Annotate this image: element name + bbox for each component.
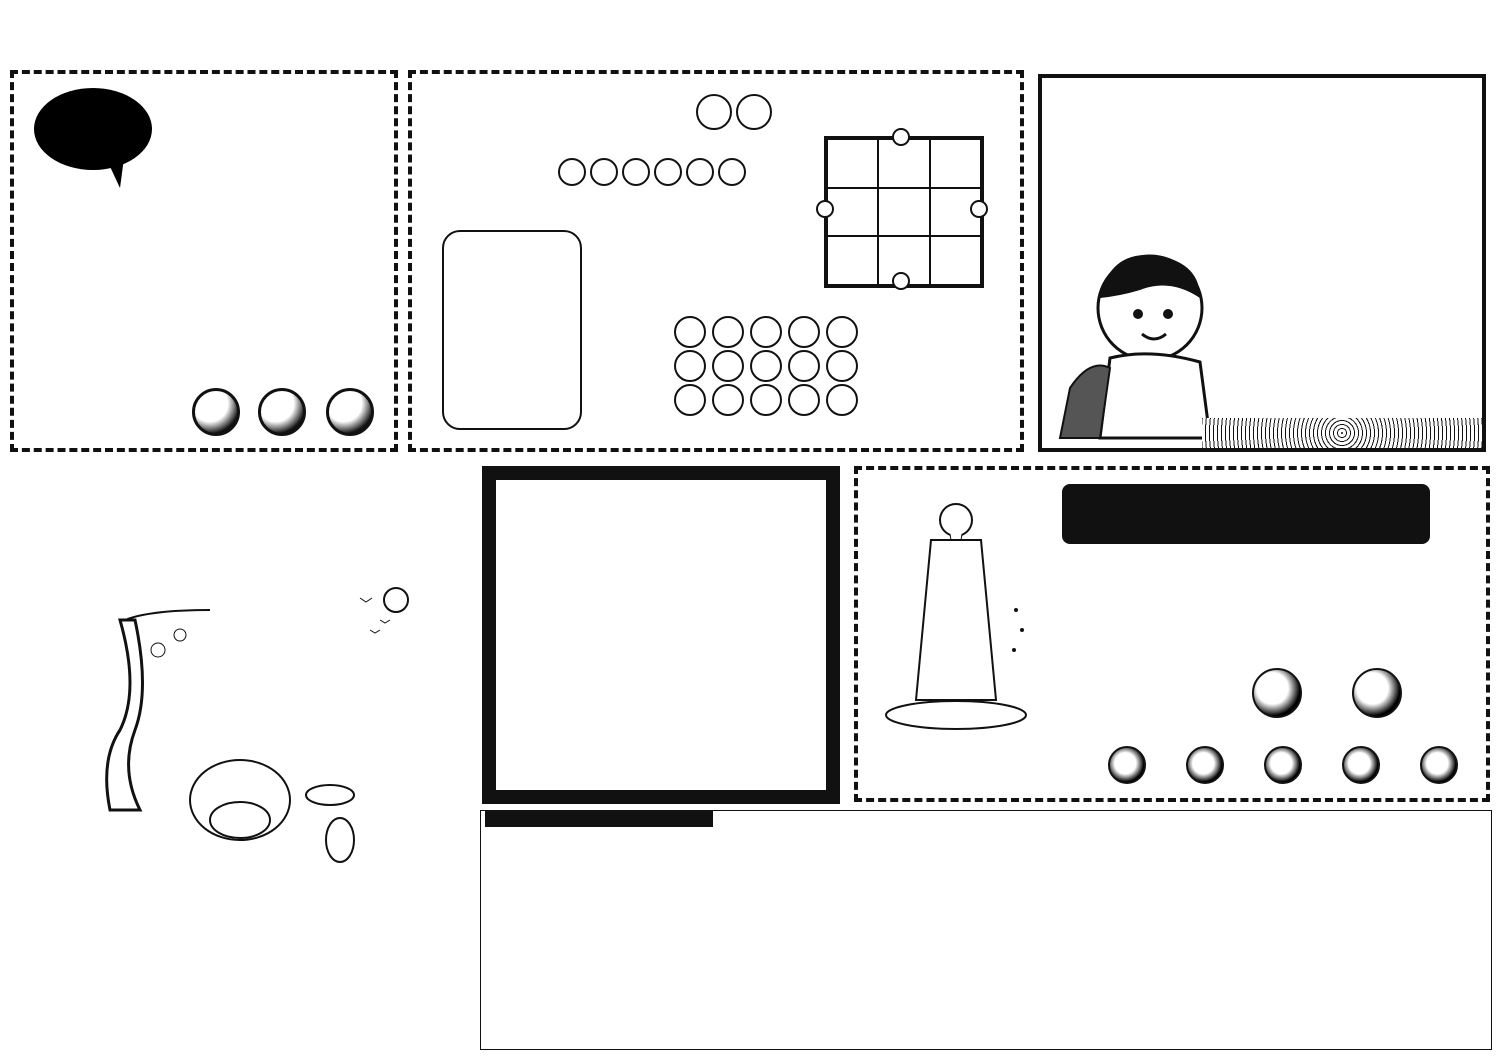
dir-north-badge (892, 128, 910, 146)
number-3 (750, 316, 782, 348)
palace-cell-9 (930, 236, 981, 285)
number-1 (674, 316, 706, 348)
number-11 (674, 384, 706, 416)
sage-illustration (876, 490, 1046, 740)
zodiac-3 (622, 158, 650, 186)
number-15 (826, 384, 858, 416)
number-2 (712, 316, 744, 348)
number-7 (712, 350, 744, 382)
logo-panel (1038, 74, 1486, 452)
number-8 (750, 350, 782, 382)
other-balls (1108, 746, 1458, 784)
tips-panel (10, 70, 398, 452)
hint-ball-2 (736, 94, 772, 130)
halftone-strip (1202, 418, 1482, 448)
speech-badge (34, 88, 152, 170)
dir-west-badge (970, 200, 988, 218)
stable-ball-2 (1352, 668, 1402, 718)
number-4 (788, 316, 820, 348)
number-13 (750, 384, 782, 416)
other-ball-3 (1264, 746, 1302, 784)
stable-ball-1 (1252, 668, 1302, 718)
pig-tree-illustration (40, 580, 440, 880)
zodiac-6 (718, 158, 746, 186)
number-9 (788, 350, 820, 382)
zodiac-list (558, 158, 746, 186)
hint-ball-1 (696, 94, 732, 130)
other-ball-4 (1342, 746, 1380, 784)
offer-ball-1 (192, 388, 240, 436)
zodiac-1 (558, 158, 586, 186)
picture-puzzle-panel (482, 466, 840, 804)
number-14 (788, 384, 820, 416)
other-ball-1 (1108, 746, 1146, 784)
zodiac-2 (590, 158, 618, 186)
dir-east-badge (816, 200, 834, 218)
doctor-panel (854, 466, 1490, 802)
number-6 (674, 350, 706, 382)
palace-cell-2 (878, 139, 929, 188)
number-5 (826, 316, 858, 348)
number-12 (712, 384, 744, 416)
number-10 (826, 350, 858, 382)
results-title (485, 811, 713, 827)
zodiac-4 (654, 158, 682, 186)
palace-cell-3 (930, 139, 981, 188)
other-ball-5 (1420, 746, 1458, 784)
dir-south-badge (892, 272, 910, 290)
doctor-title (1062, 484, 1430, 544)
offer-ball-2 (258, 388, 306, 436)
compass-scroll (442, 230, 582, 430)
results-panel (480, 810, 1492, 1050)
trend-chart (717, 811, 1489, 1049)
palace-cell-7 (827, 236, 878, 285)
palace-cell-5 (878, 188, 929, 237)
other-ball-2 (1186, 746, 1224, 784)
zodiac-5 (686, 158, 714, 186)
number-grid (674, 316, 864, 416)
palace-cell-4 (827, 188, 878, 237)
palace-grid (824, 136, 984, 288)
mascot-illustration (1050, 238, 1260, 448)
offer-ball-3 (326, 388, 374, 436)
ninepalace-panel (408, 70, 1024, 452)
palace-cell-1 (827, 139, 878, 188)
